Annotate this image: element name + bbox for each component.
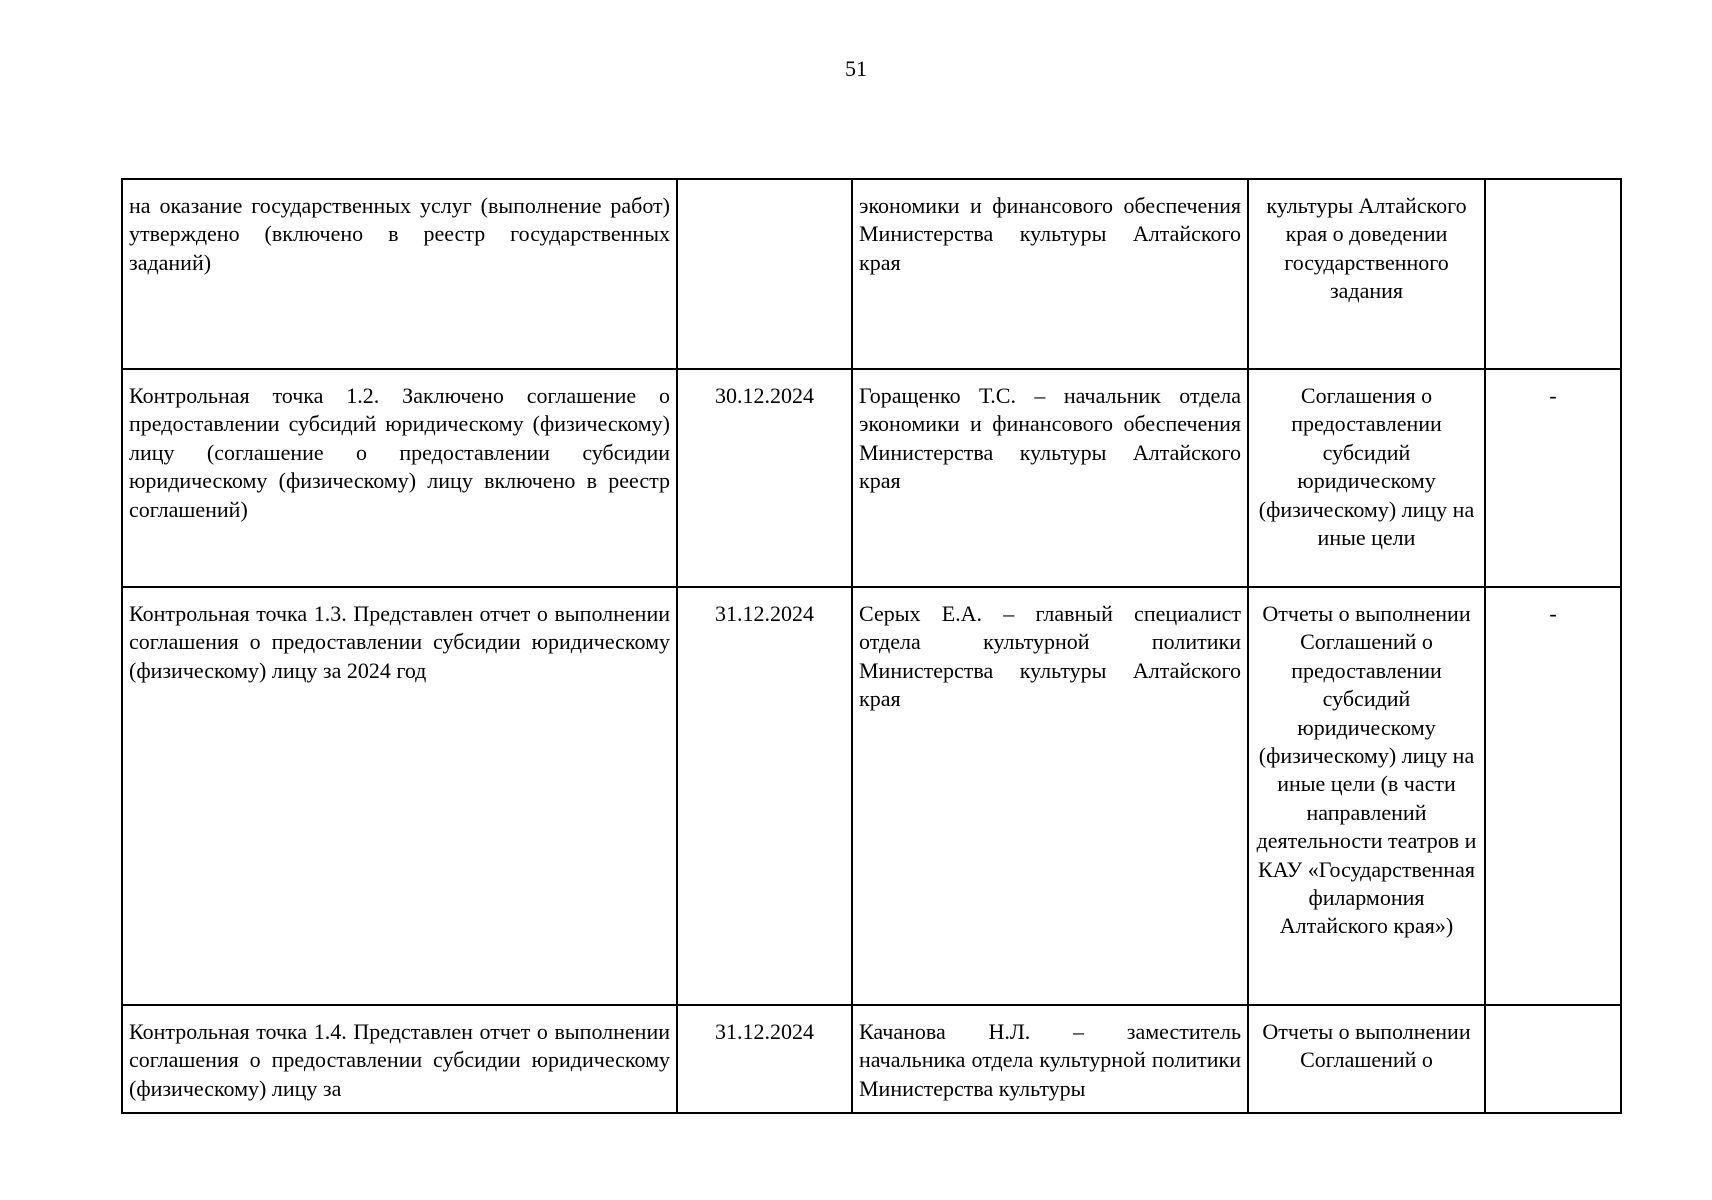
date-text: 31.12.2024 (715, 601, 814, 626)
document-text: Отчеты о выполнении Соглашений о предоставлении субсидий юридическому (физическому) лицу на иные цели (в части направлений деятельности театров и КАУ «Государственная филармония Алтайского края») (1256, 601, 1477, 939)
page-number: 51 (845, 56, 867, 81)
responsible-cell (852, 1005, 1248, 1113)
table-row (122, 369, 1621, 587)
date-cell (677, 587, 852, 1005)
responsible-text: Качанова Н.Л. – заместитель начальника отдела культурной политики Министерства культуры (859, 1019, 1241, 1101)
document-cell (1248, 179, 1485, 369)
date-cell (677, 1005, 852, 1113)
document-text: Соглашения о предоставлении субсидий юридическому (физическому) лицу на иные цели (1258, 383, 1475, 551)
table-row (122, 179, 1621, 369)
control-points-table (121, 178, 1622, 1114)
note-text: - (1549, 383, 1557, 408)
document-cell (1248, 1005, 1485, 1113)
date-cell (677, 179, 852, 369)
date-cell (677, 369, 852, 587)
description-text: Контрольная точка 1.3. Представлен отчет о выполнении соглашения о предоставлении субсидии юридическому (физическому) лицу за 2024 год (129, 601, 670, 683)
note-text: - (1549, 601, 1557, 626)
date-text: 30.12.2024 (715, 383, 814, 408)
responsible-cell (852, 587, 1248, 1005)
responsible-text: экономики и финансового обеспечения Министерства культуры Алтайского края (859, 193, 1241, 275)
note-cell (1485, 369, 1621, 587)
document-cell (1248, 369, 1485, 587)
document-text: Отчеты о выполнении Соглашений о (1262, 1019, 1471, 1073)
responsible-text: Серых Е.А. – главный специалист отдела культурной политики Министерства культуры Алтайского края (859, 601, 1241, 712)
responsible-cell (852, 369, 1248, 587)
date-text: 31.12.2024 (715, 1019, 814, 1044)
document-cell (1248, 587, 1485, 1005)
note-cell (1485, 179, 1621, 369)
description-text: на оказание государственных услуг (выполнение работ) утверждено (включено в реестр государственных заданий) (129, 193, 670, 275)
description-cell (122, 587, 677, 1005)
document-text: культуры Алтайского края о доведении государственного задания (1266, 193, 1467, 304)
note-cell (1485, 587, 1621, 1005)
description-cell (122, 1005, 677, 1113)
description-text: Контрольная точка 1.4. Представлен отчет о выполнении соглашения о предоставлении субсидии юридическому (физическому) лицу за (129, 1019, 670, 1101)
table-row (122, 1005, 1621, 1113)
note-cell (1485, 1005, 1621, 1113)
description-text: Контрольная точка 1.2. Заключено соглашение о предоставлении субсидий юридическому (физическому) лицу (соглашение о предоставлении субсидии юридическому (физическому) лицу включено в реестр соглашений) (129, 383, 670, 522)
description-cell (122, 369, 677, 587)
responsible-cell (852, 179, 1248, 369)
responsible-text: Горащенко Т.С. – начальник отдела экономики и финансового обеспечения Министерства культуры Алтайского края (859, 383, 1241, 494)
description-cell (122, 179, 677, 369)
table-row (122, 587, 1621, 1005)
